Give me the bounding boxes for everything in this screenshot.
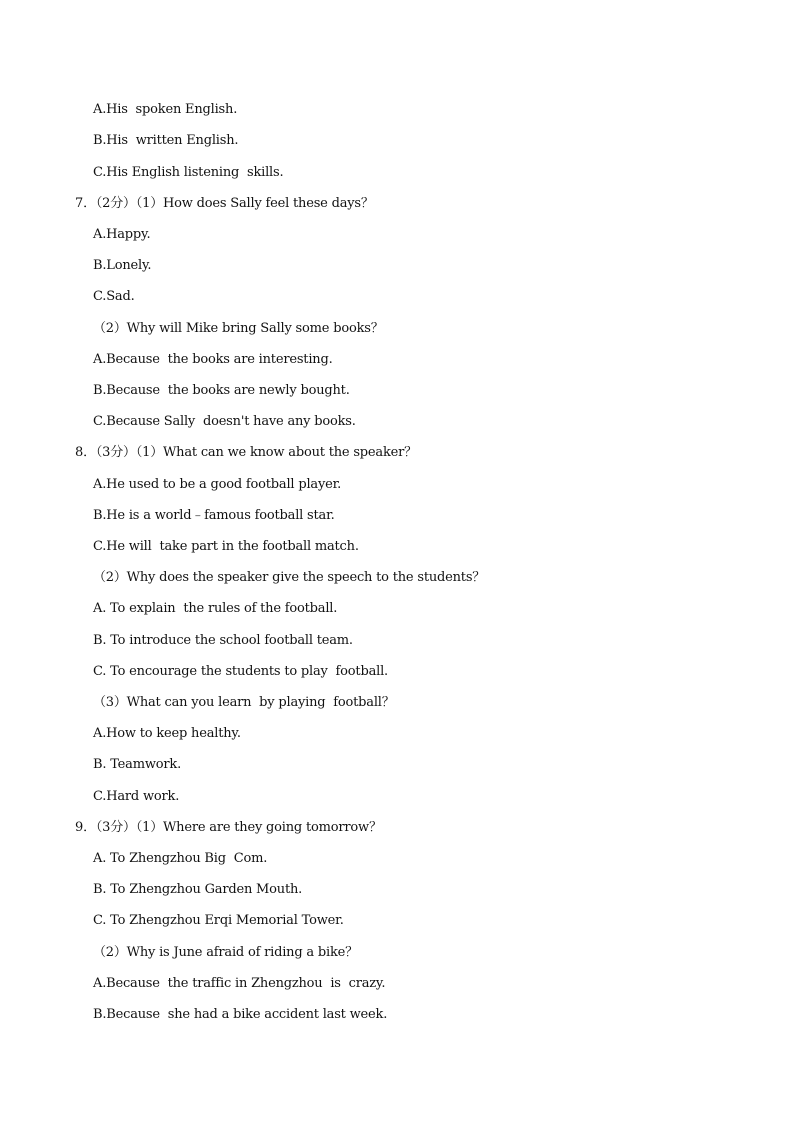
q8-2-question: （2）Why does the speaker give the speech to the students？ bbox=[93, 570, 486, 585]
q8-3-option-b: B. Teamwork. bbox=[93, 757, 182, 772]
q9-1-option-a: A. To Zhengzhou Big Com. bbox=[93, 851, 268, 866]
q8-2-option-c: C. To encourage the students to play football. bbox=[93, 664, 388, 679]
q7-2-option-c: C.Because Sally doesn't have any books. bbox=[93, 414, 356, 429]
q6-option-b: B.His written English. bbox=[93, 133, 239, 148]
q7-1-option-b: B.Lonely. bbox=[93, 258, 152, 273]
q8-3-option-c: C.Hard work. bbox=[93, 789, 180, 804]
q9-2-option-a: A.Because the traffic in Zhengzhou is crazy. bbox=[93, 976, 386, 991]
q7-header: 7．（2分）（1）How does Sally feel these days？ bbox=[75, 196, 374, 211]
q6-option-c: C.His English listening skills. bbox=[93, 165, 284, 180]
q8-2-option-b: B. To introduce the school football team. bbox=[93, 633, 353, 648]
q9-header: 9．（3分）（1）Where are they going tomorrow？ bbox=[75, 820, 382, 835]
q7-2-option-b: B.Because the books are newly bought. bbox=[93, 383, 350, 398]
q9-2-question: （2）Why is June afraid of riding a bike？ bbox=[93, 945, 358, 960]
q8-3-option-a: A.How to keep healthy. bbox=[93, 726, 241, 741]
q6-option-a: A.His spoken English. bbox=[93, 102, 238, 117]
q9-1-option-c: C. To Zhengzhou Erqi Memorial Tower. bbox=[93, 913, 344, 928]
q7-1-option-c: C.Sad. bbox=[93, 289, 135, 304]
q9-2-option-b: B.Because she had a bike accident last week. bbox=[93, 1007, 388, 1022]
q9-1-option-b: B. To Zhengzhou Garden Mouth. bbox=[93, 882, 303, 897]
q8-2-option-a: A. To explain the rules of the football. bbox=[93, 601, 338, 616]
q8-header: 8．（3分）（1）What can we know about the speaker？ bbox=[75, 445, 417, 460]
q8-3-question: （3）What can you learn by playing football？ bbox=[93, 695, 395, 710]
q7-1-option-a: A.Happy. bbox=[93, 227, 151, 242]
q7-2-question: （2）Why will Mike bring Sally some books？ bbox=[93, 321, 384, 336]
q8-1-option-a: A.He used to be a good football player. bbox=[93, 477, 342, 492]
q8-1-option-b: B.He is a world﹣famous football star. bbox=[93, 508, 335, 523]
q7-2-option-a: A.Because the books are interesting. bbox=[93, 352, 333, 367]
q8-1-option-c: C.He will take part in the football match. bbox=[93, 539, 359, 554]
